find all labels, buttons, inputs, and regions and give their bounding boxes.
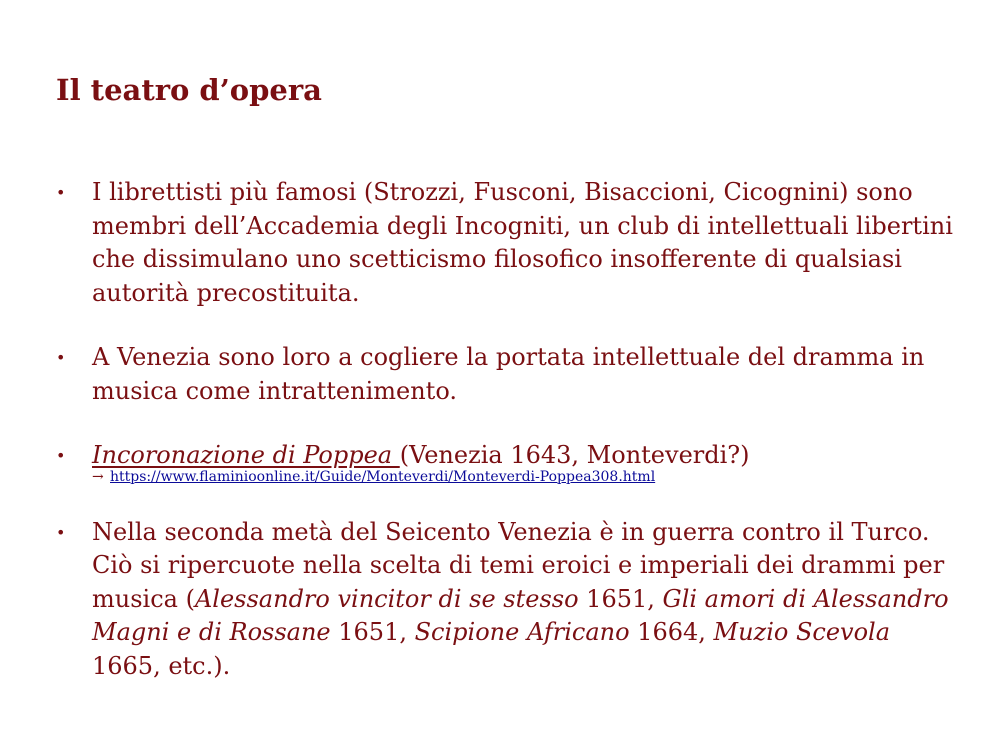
text-segment: 1651,: [330, 618, 415, 646]
reference-link-row: [92, 469, 956, 485]
bullet-marker: •: [56, 522, 66, 542]
bullet-item-poppea: [56, 439, 956, 485]
opera-title-scipione-africano: Scipione Africano: [414, 618, 630, 646]
opera-title-alessandro-vincitor: Alessandro vincitor di se stesso: [194, 584, 579, 613]
opera-title-poppea: Incoronazione di Poppea: [92, 441, 400, 469]
bullet-list: [56, 176, 956, 683]
bullet-item-venezia: [56, 341, 956, 408]
opera-details: (Venezia 1643, Monteverdi?): [399, 441, 750, 469]
text-segment: 1651,: [578, 584, 663, 613]
slide-title: Il teatro d’opera: [56, 73, 322, 107]
bullet-item-librettisti: [56, 176, 956, 310]
bullet-item-seicento: [56, 516, 956, 684]
arrow-right-icon: →: [92, 468, 104, 485]
text-segment: 1664,: [629, 618, 714, 646]
bullet-marker: •: [56, 446, 66, 465]
bullet-marker: •: [56, 183, 66, 202]
bullet-marker: •: [56, 348, 66, 367]
bullet-text: I librettisti più famosi (Strozzi, Fusconi, Bisaccioni, Cicognini) sono membri dell’Accademia degli Incogniti, un club di intellettuali libertini che dissimulano uno scetticismo filosofico insofferente di qualsiasi autorità precostituita.: [92, 178, 953, 307]
opera-title-muzio-scevola: Muzio Scevola: [713, 618, 891, 646]
bullet-text-seicento: [92, 518, 949, 680]
text-segment: 1665, etc.).: [92, 651, 231, 680]
opera-title-amori-alessandro: Gli amori di Alessandro Magni e di Rossane: [92, 584, 949, 646]
reference-link[interactable]: https://www.flaminioonline.it/Guide/Monteverdi/Monteverdi-Poppea308.html: [110, 468, 656, 485]
bullet-text: A Venezia sono loro a cogliere la portata intellettuale del dramma in musica come intrattenimento.: [92, 343, 925, 405]
text-segment: Nella seconda metà del Seicento Venezia è in guerra contro il Turco. Ciò si ripercuote nella scelta di temi eroici e imperiali dei drammi per musica (: [92, 517, 945, 613]
